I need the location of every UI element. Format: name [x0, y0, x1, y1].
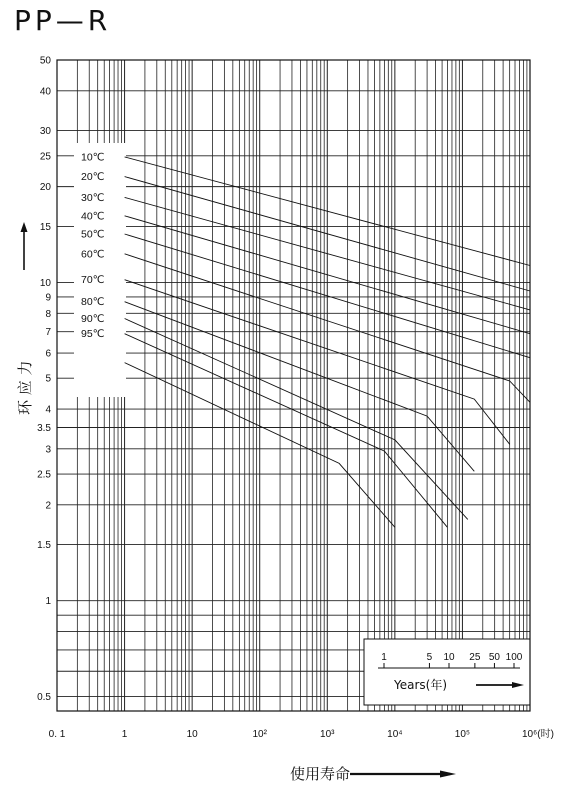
x-tick-label: 10³ [320, 729, 335, 740]
y-tick-label: 3 [45, 444, 51, 456]
y-tick-label: 15 [39, 221, 51, 233]
years-tick-label: 1 [381, 652, 387, 663]
y-tick-label: 4 [45, 404, 51, 416]
y-tick-label: 2.5 [37, 469, 51, 481]
y-tick-label: 10 [39, 277, 51, 289]
y-tick-label: 2 [45, 500, 51, 512]
x-tick-label: 10² [252, 729, 267, 740]
y-tick-label: 30 [39, 126, 51, 138]
temperature-label: 90℃ [81, 313, 105, 326]
years-tick-label: 100 [505, 652, 523, 663]
years-tick-label: 5 [426, 652, 433, 663]
temperature-label: 80℃ [81, 296, 105, 309]
temperature-label: 95℃ [81, 328, 105, 341]
y-tick-label: 20 [39, 182, 51, 194]
y-tick-label: 0.5 [37, 691, 51, 703]
y-tick-label: 40 [39, 86, 51, 98]
y-tick-label: 3.5 [37, 423, 51, 435]
temperature-label: 40℃ [81, 210, 105, 223]
years-scale-box [364, 639, 530, 705]
y-tick-label: 9 [45, 292, 51, 304]
temperature-label: 10℃ [81, 151, 105, 164]
y-tick-label: 50 [39, 55, 51, 67]
x-tick-label: 1 [121, 729, 128, 740]
years-label: Years(年) [394, 678, 448, 692]
x-tick-label: 10⁴ [387, 729, 403, 740]
y-axis-label [16, 222, 34, 415]
x-axis-label [290, 765, 456, 783]
y-tick-label: 8 [45, 308, 51, 320]
temperature-label: 20℃ [81, 171, 105, 184]
temperature-label: 70℃ [81, 274, 105, 287]
years-tick-label: 50 [488, 652, 500, 663]
temperature-label: 60℃ [81, 248, 105, 261]
temperature-label: 50℃ [81, 228, 105, 241]
x-tick-label: 10⁵ [454, 729, 471, 740]
x-tick-label: 10 [186, 729, 198, 740]
y-tick-label: 7 [45, 327, 51, 339]
y-tick-label: 25 [39, 151, 51, 163]
y-tick-label: 6 [45, 348, 51, 360]
years-tick-label: 10 [443, 652, 455, 663]
x-tick-label: 10⁶(时) [522, 729, 554, 740]
years-box [364, 639, 530, 705]
years-tick-label: 25 [469, 652, 481, 663]
x-tick-label: 0. 1 [48, 729, 66, 740]
svg-text:使用寿命: 使用寿命 [290, 765, 351, 783]
y-tick-label: 1.5 [37, 540, 51, 552]
temperature-label: 30℃ [81, 191, 105, 204]
svg-text:环 应 力: 环 应 力 [16, 360, 34, 415]
page-title: PP—R [14, 4, 112, 37]
y-tick-label: 5 [45, 373, 51, 385]
y-tick-label: 1 [45, 596, 51, 608]
